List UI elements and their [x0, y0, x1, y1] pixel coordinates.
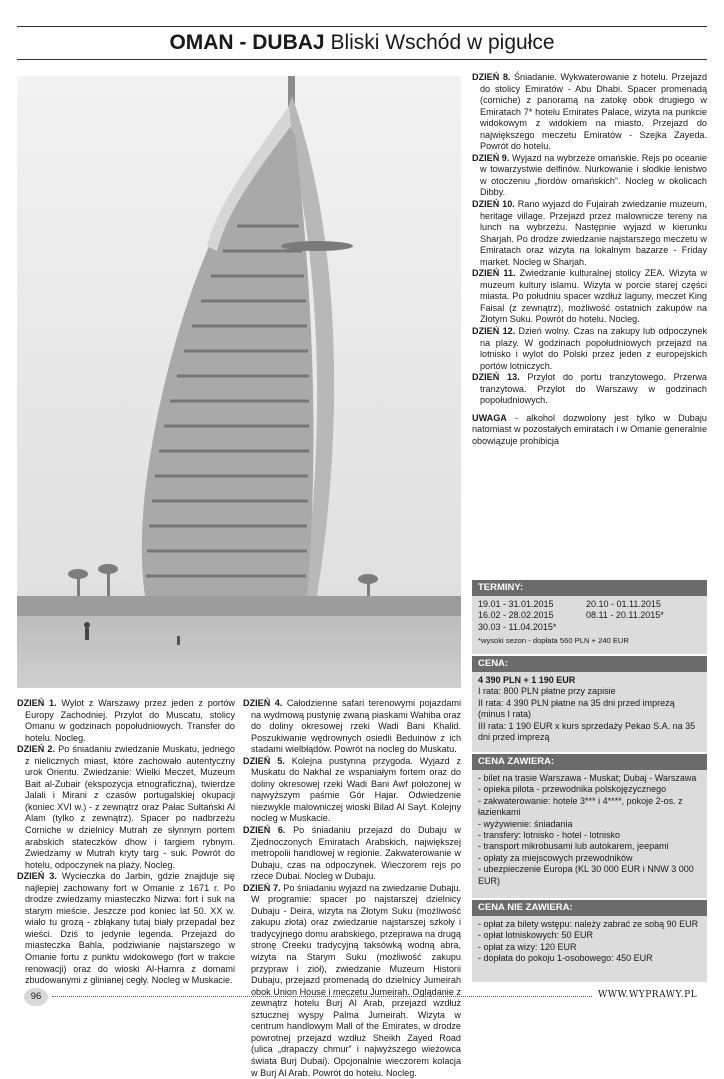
season-note: *wysoki sezon - dopłata 560 PLN + 240 EUR	[478, 636, 629, 646]
price-installment-3: III rata: 1 190 EUR x kurs sprzedaży Pekao S.A. na 35 dni przed imprezą	[478, 720, 696, 743]
term-date: 19.01 - 31.01.2015	[478, 599, 554, 609]
includes-item: - bilet na trasie Warszawa - Muskat; Dubaj - Warszawa	[478, 773, 697, 783]
title-subtitle: Bliski Wschód w pigułce	[330, 31, 555, 54]
itinerary-day-13: DZIEŃ 13. Przylot do portu tranzytowego. Przerwa tranzytowa. Przylot do Warszawy w godzinach popołudniowych.	[472, 372, 707, 406]
itinerary-day-4: DZIEŃ 4. Całodzienne safari terenowymi pojazdami na wydmową pustynię zwaną piaskami Wahiba oraz do doliny okresowej rzeki Wadi Bani Khalid. Poszukiwanie wędrownych osiedli Beduinów z ich stadami wielbłądów. Powrót na nocleg do Muskatu.	[243, 698, 461, 755]
itinerary-day-12: DZIEŃ 12. Dzień wolny. Czas na zakupy lub odpoczynek na plaży. W godzinach popołudniowych przejazd na lotnisko i wylot do Polski przez jeden z europejskich portów lotniczych.	[472, 326, 708, 371]
title-bold: OMAN - DUBAJ	[169, 31, 325, 54]
footer-dotted-rule	[52, 996, 592, 997]
excludes-heading: CENA NIE ZAWIERA:	[472, 900, 707, 916]
footer-url: WWW.WYPRAWY.PL	[598, 990, 698, 1000]
excludes-item: - opłat za wizy: 120 EUR	[478, 941, 577, 952]
term-date: 08.11 - 20.11.2015*	[586, 610, 664, 621]
itinerary-day-6: DZIEŃ 6. Po śniadaniu przejazd do Dubaju w Zjednoczonych Emiratach Arabskich, największej metropolii handlowej w regionie. Zakwaterowanie w Dubaju, czas na odpoczynek. Wieczorem rejs po rzece Dubai. Nocleg w Dubaju.	[243, 825, 461, 882]
excludes-item: - opłat lotniskowych: 50 EUR	[478, 930, 594, 941]
itinerary-day-5: DZIEŃ 5. Kolejna pustynna przygoda. Wyjazd z Muskatu do Nakhal ze wspaniałym fortem oraz do doliny okresowej rzeki Wadi Bani Awf położonej w najwyższym paśmie Gór Hajar. Odwiedzenie niezwykle malowniczej wioski Bilad Al Sayt. Kolejny nocleg w Muskacie.	[243, 755, 461, 824]
includes-item: - transport mikrobusami lub autokarem, jeepami	[478, 841, 669, 852]
itinerary-day-7: DZIEŃ 7. Po śniadaniu wyjazd na zwiedzanie Dubaju. W programie: spacer po najstarszej dzielnicy Dubaju - Deira, wizyta na Złotym Suku (możliwość zakupu złota) oraz zwiedzanie najstarszej szkoły i tradycyjnego domu arabskiego, przeprawa na drugą stronę Creeku tradycyjną taksówką wodną abra, wizyta na Starym Suku (możliwość zakupu przypraw i ziół), zwiedzanie Muzeum Historii Dubaju, przejazd promenadą do dzielnicy Jumeirah obok Union House i meczetu Jumeirah. Oglądanie z zewnątrz hotelu Burj Al Arab, przejazd wzdłuż sztucznej wyspy Palma Jumeirah. Wizyta w centrum handlowym Mall of the Emirates, w drodze powrotnej przejazd wzdłuż Sheikh Zayed Road (ulica „drapaczy chmur” i najwyższego wieżowca świata Burj Dubai). Opcjonalnie wieczorem kolacja w Burj Al Arab. Powrót do hotelu. Nocleg.	[243, 882, 461, 1078]
alcohol-note: UWAGA - alkohol dozwolony jest tylko w Dubaju natomiast w pozostałych emiratach i w Omanie generalnie obowiązuje prohibicja	[472, 412, 707, 446]
itinerary-column-right	[472, 72, 707, 448]
header-bottom-rule	[17, 59, 707, 60]
price-box	[472, 672, 707, 752]
includes-item: - opieka pilota - przewodnika polskojęzycznego	[478, 784, 667, 795]
itinerary-column-left	[17, 698, 235, 987]
itinerary-day-10: DZIEŃ 10. Rano wyjazd do Fujairah zwiedzanie muzeum, heritage village. Przejazd przez malownicze tereny na lunch na wybrzeżu. Następnie wyjazd w kierunku Sharjah. Po drodze zwiedzanie najstarszego meczetu w Emiratach oraz wizyta na lokalnym bazarze - Friday market. Nocleg w Sharjah.	[472, 199, 708, 267]
term-date: 16.02 - 28.02.2015	[478, 610, 554, 621]
excludes-item: - dopłata do pokoju 1-osobowego: 450 EUR	[478, 953, 653, 964]
itinerary-day-8: DZIEŃ 8. Śniadanie. Wykwaterowanie z hotelu. Przejazd do stolicy Emiratów - Abu Dhabi. Spacer promenadą (corniche) z panoramą na zatokę obok drugiego w Emiratach 7* hotelu Emirates Palace, wizyta na punkcie widokowym z widokiem na miasto. Przejazd do największego meczetu Emiratów - Szejka Zayeda. Powrót do hotelu.	[472, 72, 707, 152]
itinerary-day-3: DZIEŃ 3. Wycieczka do Jarbin, gdzie znajduje się najlepiej zachowany fort w Omanie z 1671 r. Po drodze zwiedzamy miasteczko Nizwa: fort i suk na starym mieście. Jeszcze pod koniec lat 50. XX w. wiało tu grozą - zbłąkany tutaj biały przepadał bez wieści. Dziś to jedynie legenda. Przejazd do miasteczka Bahla, podziwianie najstarszego w Omanie fortu z punktu widokowego (fort w trakcie renowacji) oraz do wioski Al-Hamra z domami zbudowanymi z glinianej cegły. Nocleg w Muskacie.	[17, 871, 235, 986]
price-heading: CENA:	[472, 656, 707, 672]
terms-heading: TERMINY:	[472, 580, 707, 596]
price-installment-2: II rata: 4 390 PLN płatne na 35 dni przed imprezą (minus I rata)	[478, 697, 675, 720]
includes-item: - opłaty za miejscowych przewodników	[478, 852, 633, 863]
page-title	[17, 30, 707, 56]
itinerary-column-middle	[243, 698, 461, 1079]
includes-box	[472, 770, 707, 898]
burj-al-arab-photo	[17, 76, 461, 688]
header-top-rule	[17, 26, 707, 27]
includes-item: - zakwaterowanie: hotele 3*** i 4****, pokoje 2-os. z łazienkami	[478, 795, 683, 818]
includes-item: - transfery: lotnisko - hotel - lotnisko	[478, 830, 621, 841]
price-installment-1: I rata: 800 PLN płatne przy zapisie	[478, 686, 616, 697]
itinerary-day-2: DZIEŃ 2. Po śniadaniu zwiedzanie Muskatu, jednego z nielicznych miast, które zachowało autentyczny urok Orientu. Zwiedzanie: Wielki Meczet, Muzeum Bait al-Zubair (ekspozycja etnograficzna), twierdze Jalali i Mirani z czasów portugalskiej okupacji (koniec XVI w.) - z zewnątrz oraz Pałac Sułtański Al Alam (tylko z zewnątrz). Spacer po nadbrzeżu Corniche w dzielnicy Mutrah ze słynnym portem arabskich stateczków dhow i targiem rybnym. Zwiedzamy w Mutrah kryty targ - suk. Powrót do hotelu, odpoczynek na plaży. Nocleg.	[17, 744, 235, 870]
includes-item: - ubezpieczenie Europa (KL 30 000 EUR i NNW 3 000 EUR)	[478, 864, 694, 886]
page-number: 96	[24, 988, 48, 1006]
terms-box	[472, 596, 707, 654]
includes-item: - wyżywienie: śniadania	[478, 818, 573, 829]
terms-dates	[478, 599, 701, 633]
excludes-item: - opłat za bilety wstępu: należy zabrać ze sobą 90 EUR	[478, 919, 699, 929]
term-date: 30.03 - 11.04.2015*	[478, 621, 557, 632]
term-date: 20.10 - 01.11.2015	[586, 599, 661, 609]
price-amount: 4 390 PLN + 1 190 EUR	[478, 675, 576, 685]
includes-heading: CENA ZAWIERA:	[472, 754, 707, 770]
excludes-box	[472, 916, 707, 982]
itinerary-day-1: DZIEŃ 1. Wylot z Warszawy przez jeden z portów Europy Zachodniej. Przylot do Muscatu, stolicy Omanu w godzinach popołudniowych. Transfer do hotelu. Nocleg.	[17, 698, 235, 743]
itinerary-day-9: DZIEŃ 9. Wyjazd na wybrzeże omańskie. Rejs po oceanie w towarzystwie delfinów. Nurkowanie i słodkie lenistwo w otoczeniu „fiordów omańskich”. Nocleg w okolicach Dibby.	[472, 152, 707, 198]
itinerary-day-11: DZIEŃ 11. Zwiedzanie kulturalnej stolicy ZEA. Wizyta w muzeum kultury islamu. Wizyta w porcie starej części miasta. Po południu spacer wzdłuż laguny, meczet King Faisal (z zewnątrz), możliwość ostatnich zakupów na Złotym Suku. Powrót do hotelu. Nocleg.	[472, 268, 708, 325]
